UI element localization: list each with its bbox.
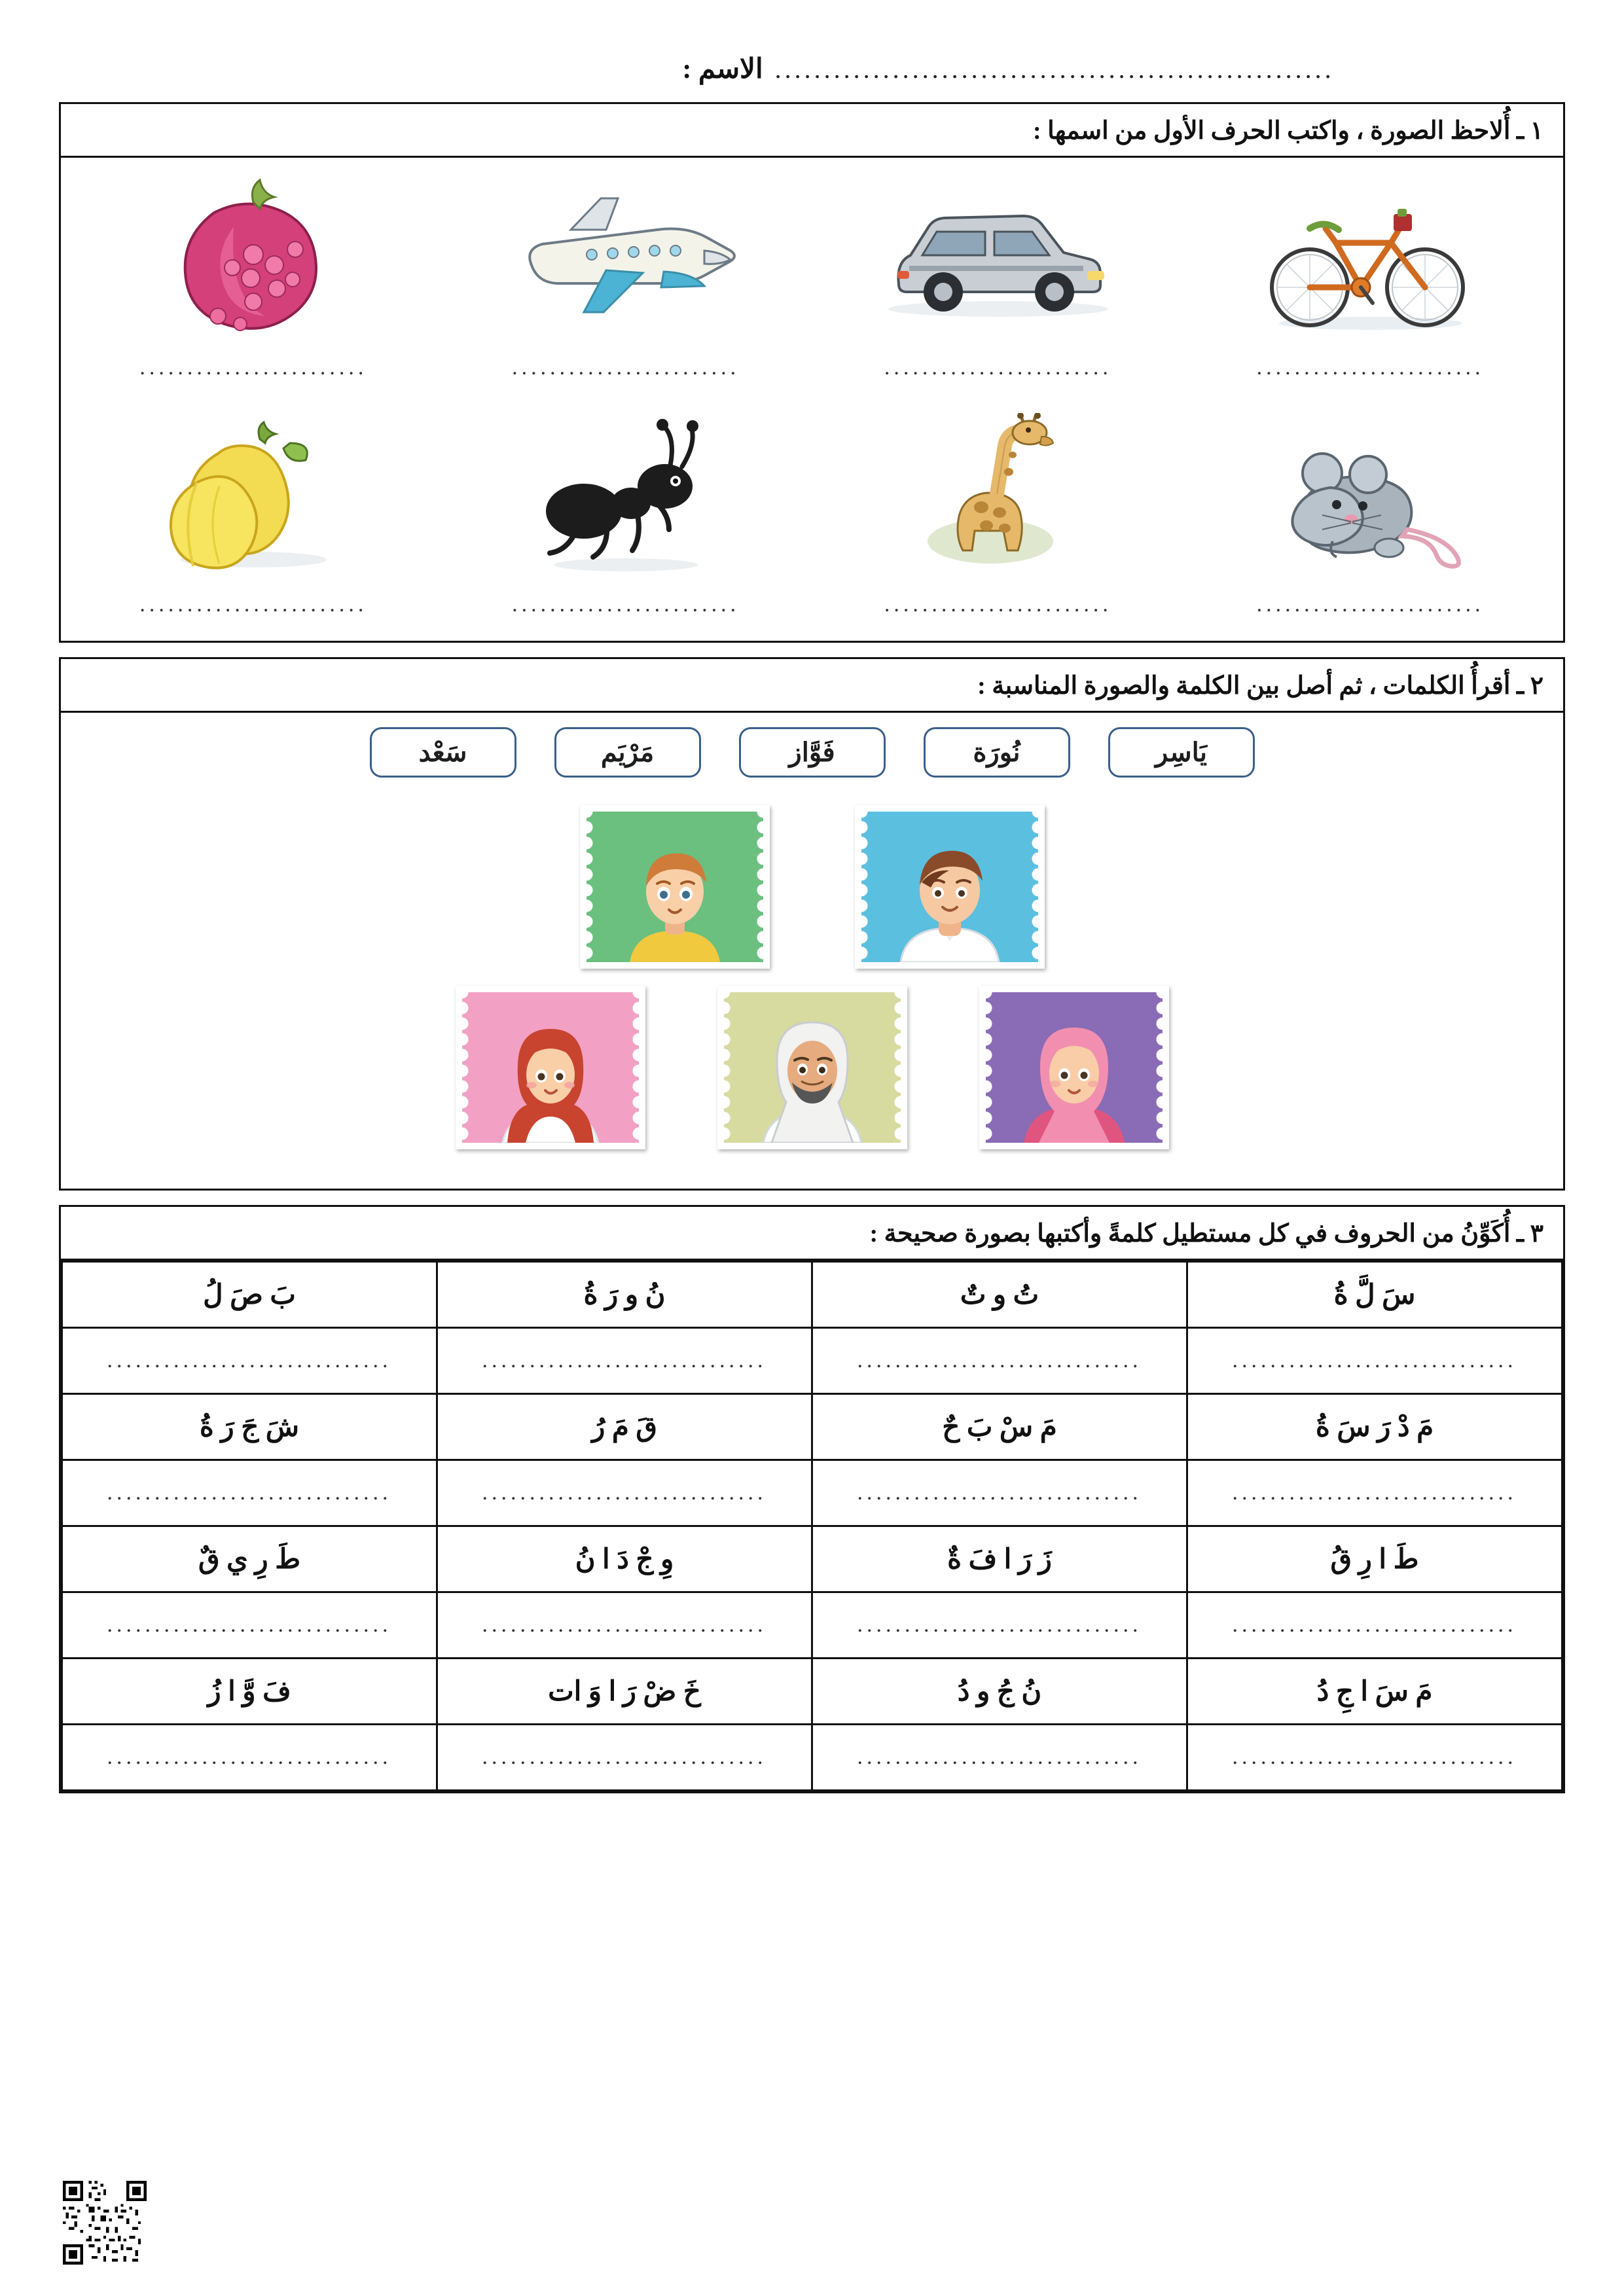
exercise-3 bbox=[59, 1205, 1565, 1793]
exercise-2 bbox=[59, 657, 1565, 1191]
answer-blank[interactable]: .............................. bbox=[437, 1592, 812, 1659]
qr-code-icon bbox=[63, 2181, 147, 2265]
table-row bbox=[62, 1659, 1562, 1725]
exercise-1-picture-grid bbox=[61, 158, 1563, 641]
letters-cell: طَ ا رِ قُ bbox=[1187, 1526, 1562, 1592]
letters-cell: وِ جْ دَ ا نُ bbox=[437, 1526, 812, 1592]
answer-blank[interactable]: .............................. bbox=[62, 1328, 437, 1394]
picture-row bbox=[67, 406, 1557, 617]
letters-cell: مَ سْ بَ حٌ bbox=[812, 1394, 1187, 1460]
answer-blank[interactable]: .............................. bbox=[812, 1592, 1187, 1659]
picture-cell-pomegranate bbox=[90, 170, 418, 380]
table-row bbox=[62, 1725, 1562, 1791]
letters-cell: بَ صَ لُ bbox=[62, 1262, 437, 1328]
answer-blank[interactable]: .............................. bbox=[437, 1725, 812, 1791]
exercise-3-title: ٣ ـ أُكَوِّنُ من الحروف في كل مستطيل كلمةً وأكتبها بصورة صحيحة : bbox=[61, 1207, 1563, 1261]
table-row bbox=[62, 1526, 1562, 1592]
table-row bbox=[62, 1592, 1562, 1659]
mouse-icon bbox=[1206, 406, 1534, 583]
answer-blank[interactable]: ........................ bbox=[139, 592, 368, 617]
answer-blank[interactable]: ........................ bbox=[512, 592, 740, 617]
stamp-boy-green[interactable] bbox=[580, 805, 770, 969]
word-chip-maryam[interactable]: مَرْيَم bbox=[554, 727, 701, 778]
answer-blank[interactable]: .............................. bbox=[812, 1328, 1187, 1394]
letters-cell: قَ مَ رُ bbox=[437, 1394, 812, 1460]
word-chip-list bbox=[74, 727, 1550, 778]
picture-cell-giraffe bbox=[835, 406, 1163, 617]
letters-cell: سَ لَّ ةُ bbox=[1187, 1262, 1562, 1328]
answer-blank[interactable]: ........................ bbox=[1256, 592, 1485, 617]
answer-blank[interactable]: .............................. bbox=[62, 1725, 437, 1791]
exercise-2-title: ٢ ـ أقرأُ الكلمات ، ثم أصل بين الكلمة والصورة المناسبة : bbox=[61, 659, 1563, 713]
pomegranate-icon bbox=[90, 170, 418, 346]
stamp-girl-pink[interactable] bbox=[456, 986, 645, 1149]
stamp-boy-blue[interactable] bbox=[855, 805, 1045, 969]
answer-blank[interactable]: .............................. bbox=[1187, 1725, 1562, 1791]
student-name-blank[interactable]: ......................................................... bbox=[774, 54, 1335, 84]
exercise-1-title: ١ ـ أُلاحظ الصورة ، واكتب الحرف الأول من اسمها : bbox=[61, 104, 1563, 158]
table-row bbox=[62, 1394, 1562, 1460]
answer-blank[interactable]: .............................. bbox=[1187, 1592, 1562, 1659]
bicycle-icon bbox=[1206, 170, 1534, 346]
word-chip-saad[interactable]: سَعْد bbox=[370, 727, 516, 778]
table-row bbox=[62, 1460, 1562, 1526]
answer-blank[interactable]: .............................. bbox=[812, 1460, 1187, 1526]
answer-blank[interactable]: ........................ bbox=[884, 355, 1112, 380]
picture-cell-bicycle bbox=[1206, 170, 1534, 380]
lemon-icon bbox=[90, 406, 418, 583]
exercise-1 bbox=[59, 102, 1565, 643]
answer-blank[interactable]: .............................. bbox=[437, 1460, 812, 1526]
answer-blank[interactable]: ........................ bbox=[1256, 355, 1485, 380]
stamp-man-olive[interactable] bbox=[717, 986, 907, 1149]
answer-blank[interactable]: ........................ bbox=[512, 355, 740, 380]
stamp-row-bottom bbox=[74, 986, 1550, 1149]
car-icon bbox=[835, 170, 1163, 346]
table-row bbox=[62, 1328, 1562, 1394]
student-name-row bbox=[59, 52, 1565, 85]
picture-cell-airplane bbox=[462, 170, 790, 380]
answer-blank[interactable]: .............................. bbox=[1187, 1328, 1562, 1394]
letters-cell: طَ رِ ي قٌ bbox=[62, 1526, 437, 1592]
table-row bbox=[62, 1262, 1562, 1328]
exercise-2-body bbox=[61, 713, 1563, 1189]
picture-cell-mouse bbox=[1206, 406, 1534, 617]
letters-cell: مَ دْ رَ سَ ةُ bbox=[1187, 1394, 1562, 1460]
letters-cell: شَ جَ رَ ةُ bbox=[62, 1394, 437, 1460]
letters-cell: مَ سَ ا جِ دُ bbox=[1187, 1659, 1562, 1725]
stamp-girl-purple[interactable] bbox=[979, 986, 1169, 1149]
answer-blank[interactable]: .............................. bbox=[437, 1328, 812, 1394]
answer-blank[interactable]: .............................. bbox=[62, 1460, 437, 1526]
letters-table bbox=[61, 1261, 1563, 1791]
word-chip-yaser[interactable]: يَاسِر bbox=[1108, 727, 1255, 778]
stamp-row-top bbox=[74, 805, 1550, 969]
answer-blank[interactable]: .............................. bbox=[1187, 1460, 1562, 1526]
answer-blank[interactable]: .............................. bbox=[812, 1725, 1187, 1791]
letters-cell: تُ و تٌ bbox=[812, 1262, 1187, 1328]
word-chip-fawaz[interactable]: فَوَّاز bbox=[739, 727, 886, 778]
answer-blank[interactable]: .............................. bbox=[62, 1592, 437, 1659]
letters-cell: نُ جُ و دُ bbox=[812, 1659, 1187, 1725]
picture-cell-ant bbox=[462, 406, 790, 617]
answer-blank[interactable]: ........................ bbox=[139, 355, 368, 380]
word-chip-noura[interactable]: نُورَة bbox=[924, 727, 1070, 778]
picture-cell-lemon bbox=[90, 406, 418, 617]
airplane-icon bbox=[462, 170, 790, 346]
picture-cell-car bbox=[835, 170, 1163, 380]
ant-icon bbox=[462, 406, 790, 583]
picture-row bbox=[67, 170, 1557, 380]
letters-cell: نُ و رَ ةُ bbox=[437, 1262, 812, 1328]
letters-cell: فَ وَّ ا زُ bbox=[62, 1659, 437, 1725]
giraffe-icon bbox=[835, 406, 1163, 583]
student-name-label: الاسم : bbox=[682, 54, 763, 84]
letters-cell: زَ رَ ا فَ ةٌ bbox=[812, 1526, 1187, 1592]
letters-cell: خَ ضْ رَ ا وَ ات bbox=[437, 1659, 812, 1725]
answer-blank[interactable]: ........................ bbox=[884, 592, 1112, 617]
